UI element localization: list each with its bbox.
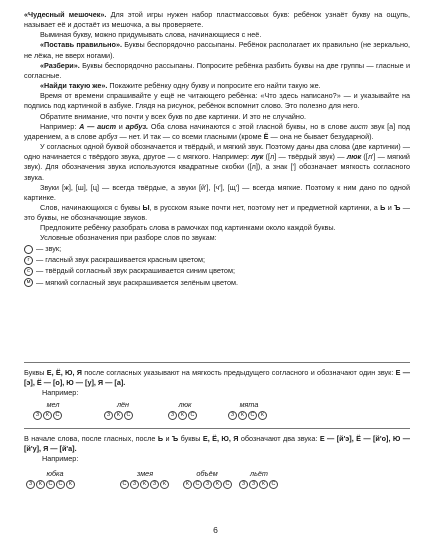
- text-run: У согласных одной буквой обозначается и твёрдый, и мягкий звук. Поэтому даны два слова (две картинки) — одно начинается с твёрдого звука, другое — с мягкого. Например:: [24, 142, 410, 162]
- text-run: и: [116, 121, 126, 131]
- paragraph-y-letter: [24, 203, 410, 223]
- example-label: Например:: [42, 388, 79, 398]
- game-title: «Поставь правильно».: [40, 40, 123, 50]
- legend: [24, 244, 410, 289]
- letter: Ё: [263, 131, 269, 141]
- example-label: Например:: [42, 454, 79, 464]
- text-page: [24, 10, 410, 288]
- example-word: арбуз: [98, 131, 118, 141]
- sound-chip: К: [140, 480, 149, 489]
- paragraph-text: Выминая букву, можно придумывать слова, начинающиеся с неё.: [40, 30, 262, 40]
- sound-scheme: [104, 411, 133, 420]
- example-word: А — аист: [79, 121, 117, 131]
- text-run: обозначают два звука:: [238, 434, 320, 443]
- paragraph-postav: [24, 40, 410, 60]
- sound-chip: З: [203, 480, 212, 489]
- paragraph-one-sound: [24, 368, 410, 388]
- divider: [24, 362, 410, 363]
- legend-row: [24, 277, 410, 288]
- paragraph-text: Условные обозначения при разборе слов по звукам:: [40, 233, 217, 243]
- block-two-sounds: [24, 434, 410, 464]
- block-one-sound: [24, 368, 410, 398]
- sound-chip: К: [178, 411, 187, 420]
- letters: Е, Ё, Ю, Я: [46, 368, 83, 377]
- divider: [24, 428, 410, 429]
- legend-text: — гласный звук раскрашивается красным цветом;: [36, 255, 205, 265]
- sound-chip: К: [238, 411, 247, 420]
- paragraph-two-sounds: [24, 434, 410, 454]
- sound-chip: К: [259, 480, 268, 489]
- sound-chip: С: [193, 480, 202, 489]
- text-run: и: [385, 202, 395, 212]
- game-title: «Разбери».: [40, 60, 80, 70]
- legend-row: [24, 266, 410, 277]
- legend-text: — мягкий согласный звук раскрашивается зелёным цветом.: [36, 277, 239, 287]
- sound-scheme: [183, 480, 232, 489]
- sound-chip: З: [239, 480, 248, 489]
- sound-scheme: [168, 411, 197, 420]
- example-word-yubka: юбка: [46, 469, 64, 478]
- sound-chip: К: [183, 480, 192, 489]
- text-run: ([л] — твёрдый звук) —: [263, 152, 347, 162]
- sound-chip: С: [120, 480, 129, 489]
- sound-scheme: [120, 480, 169, 489]
- example-word: арбуз.: [125, 121, 149, 131]
- sound-chip: С: [188, 411, 197, 420]
- letters: Е, Ё, Ю, Я: [202, 434, 239, 443]
- text-run: — она не бывает безударной).: [268, 131, 374, 141]
- hard-consonant-circle-icon: с: [24, 267, 33, 276]
- text-run: Слов, начинающихся с буквы: [40, 202, 143, 212]
- example-word-lyon: лён: [116, 400, 130, 409]
- sound-chip: З: [33, 411, 42, 420]
- paragraph-chudesny-meshochek: [24, 10, 410, 30]
- text-run: ([л'] — мягкий звук). Для обозначения звука используются квадратные скобки ([л]), а знак ['] обозначает мягкость согласного звука.: [24, 152, 410, 182]
- letter: Ы: [142, 202, 150, 212]
- sound-chip: З: [130, 480, 139, 489]
- text-run: Оба слова начинаются с этой гласной буквы, но в слове: [148, 121, 351, 131]
- paragraph-text: Покажите ребёнку одну букву и попросите его найти такую же.: [107, 81, 321, 91]
- paragraph-text: Предложите ребёнку разобрать слова в рамочках под картинками около каждой буквы.: [40, 223, 336, 233]
- legend-text: — звук;: [36, 244, 62, 254]
- example-word-obyom: объём: [196, 469, 218, 478]
- sound-mapping: Е — [й'э], Ё — [й'о], Ю — [й'у], Я — [й'а].: [24, 434, 410, 454]
- game-title: «Чудесный мешочек».: [24, 10, 107, 19]
- sound-mapping: Е — [э], Ё — [о], Ю — [у], Я — [а].: [24, 368, 410, 388]
- paragraph-text: Для этой игры нужен набор пластмассовых букв: ребёнок узнаёт букву на ощупь, называет её и достаёт из мешочка, а вы проверяете.: [24, 10, 410, 30]
- text-run: Буквы: [24, 368, 47, 377]
- paragraph-text: Буквы беспорядочно рассыпаны. Ребёнок располагает их правильно (не зеркально, не лёжа, не вверх ногами).: [24, 40, 410, 60]
- sound-chip: С: [269, 480, 278, 489]
- paragraph-naydi: [24, 81, 410, 91]
- sound-chip: С: [46, 480, 55, 489]
- sound-chip: К: [36, 480, 45, 489]
- example-word-myata: мята: [239, 400, 259, 409]
- sound-circle-icon: [24, 245, 33, 254]
- text-run: — это буквы, не обозначающие звуков.: [24, 202, 410, 223]
- text-run: после согласных указывают на мягкость предыдущего согласного и обозначают один звук:: [82, 368, 396, 377]
- example-word: лук: [251, 152, 264, 162]
- letter: Ъ: [171, 434, 179, 443]
- sound-chip: К: [258, 411, 267, 420]
- legend-text: — твёрдый согласный звук раскрашивается синим цветом;: [36, 266, 235, 276]
- paragraph-razberi: [24, 61, 410, 81]
- sound-chip: З: [249, 480, 258, 489]
- paragraph-soglasnye: [24, 142, 410, 183]
- sound-chip: С: [124, 411, 133, 420]
- example-word-lyot: льёт: [250, 469, 268, 478]
- sound-chip: С: [223, 480, 232, 489]
- soft-consonant-circle-icon: м: [24, 278, 33, 287]
- sound-chip: З: [104, 411, 113, 420]
- sound-chip: К: [213, 480, 222, 489]
- sound-scheme: [239, 480, 278, 489]
- text-run: , в русском языке почти нет, поэтому нет и предметной картинки, а: [149, 202, 381, 212]
- paragraph-text: Звуки [ж], [ш], [ц] — всегда твёрдые, а звуки [й'], [ч'], [щ'] — всегда мягкие. Поэтому к ним дано по одной картинке.: [24, 182, 410, 202]
- sound-chip: С: [53, 411, 62, 420]
- text-run: Например:: [40, 121, 80, 131]
- paragraph-text: Время от времени спрашивайте у ещё не читающего ребёнка: «Что здесь написано?» — и указывайте на подпись под картинкой в азбуке. Глядя на рисунок, ребёнок вспомнит слово. Это полезно для него.: [24, 91, 410, 111]
- sound-chip: С: [56, 480, 65, 489]
- example-word-lyuk: люк: [178, 400, 192, 409]
- sound-chip: К: [114, 411, 123, 420]
- paragraph-text: Обратите внимание, что почти у всех букв по две картинки. И это не случайно.: [40, 111, 306, 121]
- text-run: и: [163, 434, 172, 443]
- example-word-zmeya: змея: [136, 469, 154, 478]
- example-word-mel: мел: [46, 400, 60, 409]
- legend-row: [24, 255, 410, 266]
- paragraph-aist-arbuz: [24, 122, 410, 142]
- sound-chip: К: [160, 480, 169, 489]
- paragraph-text: Буквы беспорядочно рассыпаны. Попросите ребёнка разбить буквы на две группы — гласные и согласные.: [24, 60, 410, 80]
- sound-chip: З: [150, 480, 159, 489]
- game-title: «Найди такую же».: [40, 81, 108, 91]
- letter: Ъ: [394, 202, 401, 212]
- sound-chip: З: [228, 411, 237, 420]
- text-run: звук [а] под ударением, а в слове: [24, 121, 410, 141]
- text-run: — нет. И так — со всеми гласными (кроме: [117, 131, 264, 141]
- sound-scheme: [26, 480, 75, 489]
- vowel-circle-icon: г: [24, 256, 33, 265]
- sound-chip: К: [43, 411, 52, 420]
- text-run: В начале слова, после гласных, после: [24, 434, 158, 443]
- example-word: люк: [346, 152, 362, 162]
- legend-row: [24, 244, 410, 255]
- sound-chip: З: [168, 411, 177, 420]
- letter: Ь: [380, 202, 386, 212]
- sound-chip: З: [26, 480, 35, 489]
- example-word: аист: [350, 121, 368, 131]
- sound-chip: К: [66, 480, 75, 489]
- page-number: 6: [213, 525, 218, 535]
- sound-chip: С: [248, 411, 257, 420]
- letter: Ь: [157, 434, 164, 443]
- sound-scheme: [228, 411, 267, 420]
- sound-scheme: [33, 411, 62, 420]
- text-run: буквы: [178, 434, 203, 443]
